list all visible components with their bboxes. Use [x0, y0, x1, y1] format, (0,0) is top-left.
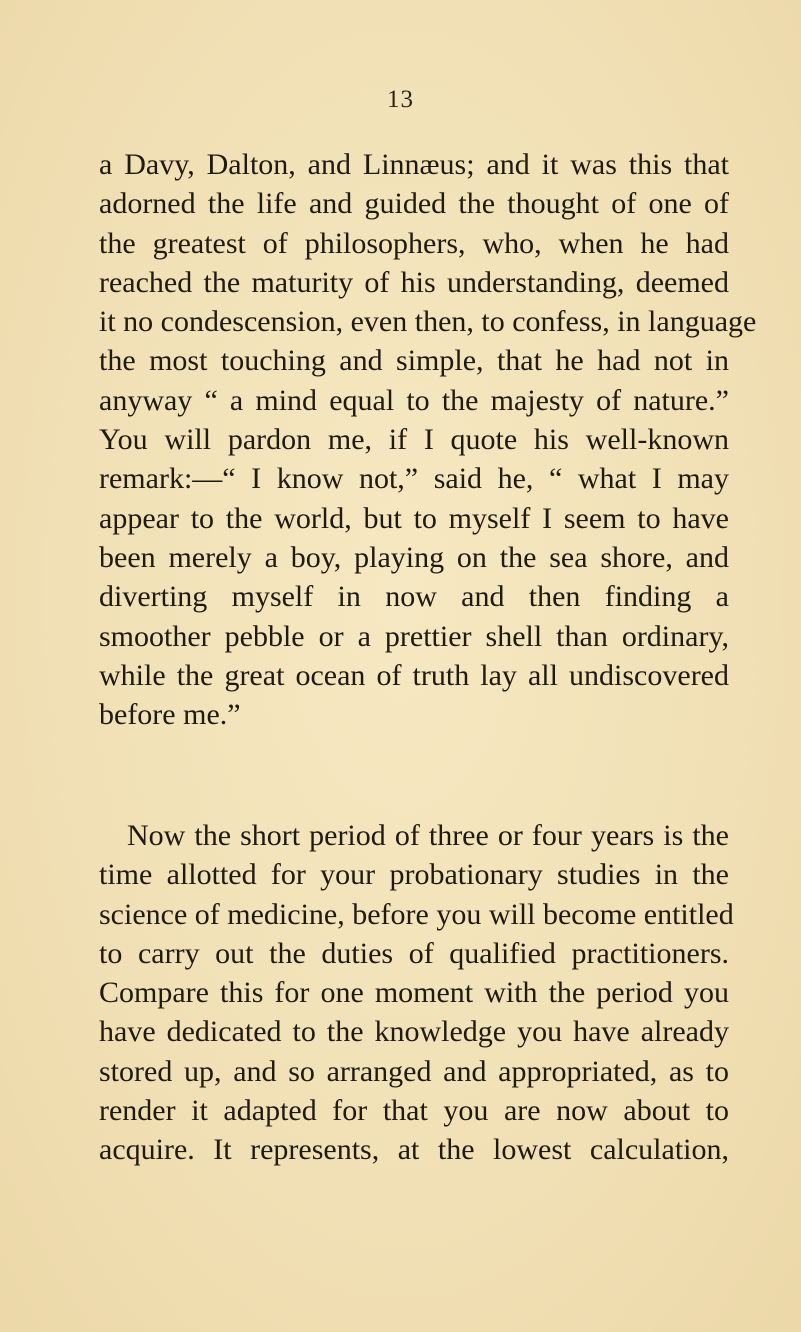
text-line: reached the maturity of his understanding, deemed [99, 265, 729, 299]
text-line: Now the short period of three or four years is the [127, 819, 729, 852]
text-line: time allotted for your probationary studies in the [99, 858, 729, 892]
paragraph-medical-studies [99, 816, 734, 1170]
text-line: while the great ocean of truth lay all undiscovered [99, 658, 729, 692]
text-line: render it adapted for that you are now about to [99, 1094, 729, 1128]
text-line: to carry out the duties of qualified practitioners. [99, 936, 729, 970]
text-line: Compare this for one moment with the period you [99, 976, 729, 1010]
text-line: remark:—“ I know not,” said he, “ what I may [99, 462, 729, 496]
paragraph-newton-quote [99, 145, 757, 734]
text-line: been merely a boy, playing on the sea shore, and [99, 540, 729, 574]
text-line: diverting myself in now and then finding a [99, 580, 729, 614]
text-line: a Davy, Dalton, and Linnæus; and it was this that [99, 148, 729, 181]
text-line: acquire. It represents, at the lowest calculation, [99, 1133, 729, 1167]
text-line: adorned the life and guided the thought of one of [99, 187, 729, 221]
text-line: anyway “ a mind equal to the majesty of nature.” [99, 383, 729, 417]
text-line: stored up, and so arranged and appropriated, as to [99, 1054, 729, 1088]
text-line: it no condescension, even then, to confess, in language [99, 305, 757, 339]
text-line: appear to the world, but to myself I seem to have [99, 501, 729, 535]
text-line: before me.” [99, 698, 241, 732]
text-line: You will pardon me, if I quote his well-known [99, 423, 729, 457]
text-line: the greatest of philosophers, who, when he had [99, 226, 729, 260]
text-line: have dedicated to the knowledge you have already [99, 1015, 729, 1049]
text-line: science of medicine, before you will become entitled [99, 897, 734, 931]
text-line: the most touching and simple, that he had not in [99, 344, 729, 378]
text-line: smoother pebble or a prettier shell than ordinary, [99, 619, 729, 653]
page-number: 13 [387, 86, 414, 113]
